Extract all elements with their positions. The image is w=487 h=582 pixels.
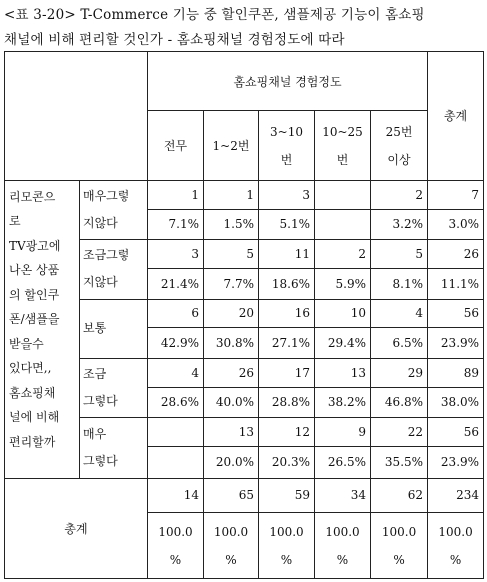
percent-cell: 1.5% (204, 209, 259, 240)
count-cell: 26 (204, 358, 259, 387)
percent-cell: 3.2% (371, 209, 428, 240)
column-header: 10~25 번 (315, 111, 371, 181)
count-cell: 12 (259, 418, 315, 447)
percent-cell: 23.9% (428, 328, 484, 359)
column-header: 25번 이상 (371, 111, 428, 181)
count-cell: 6 (148, 299, 204, 328)
column-header: 3~10 번 (259, 111, 315, 181)
percent-cell: 28.8% (259, 387, 315, 418)
percent-cell: 21.4% (148, 268, 204, 299)
count-cell: 3 (148, 240, 204, 269)
count-cell: 89 (428, 358, 484, 387)
percent-cell: 35.5% (371, 446, 428, 478)
percent-cell: 20.3% (259, 446, 315, 478)
percent-cell: 38.2% (315, 387, 371, 418)
count-cell: 16 (259, 299, 315, 328)
count-cell: 2 (371, 180, 428, 209)
count-cell: 26 (428, 240, 484, 269)
percent-cell: 23.9% (428, 446, 484, 478)
percent-cell: 42.9% (148, 328, 204, 359)
count-cell: 13 (204, 418, 259, 447)
count-cell: 5 (204, 240, 259, 269)
row-label: 조금그렇 지않다 (80, 240, 148, 299)
table-caption-line-1: <표 3-20> T-Commerce 기능 중 할인쿠폰, 샘플제공 기능이 홈쇼핑 (4, 7, 425, 23)
table-caption-line-2: 채널에 비해 편리할 것인가 - 홈쇼핑채널 경험정도에 따라 (4, 32, 345, 48)
row-label: 보통 (80, 299, 148, 358)
count-cell (148, 418, 204, 447)
question-text: 리모콘으 로 TV광고에 나온 상품 의 할인쿠 폰/샘플을 받을수 있다면,, 홈쇼핑채 널에 비해 편리할까 (5, 180, 80, 478)
percent-cell: 38.0% (428, 387, 484, 418)
percent-cell: 6.5% (371, 328, 428, 359)
total-percent-cell: 100.0 % (371, 513, 428, 579)
count-cell: 13 (315, 358, 371, 387)
percent-cell: 26.5% (315, 446, 371, 478)
percent-cell (315, 209, 371, 240)
percent-cell: 8.1% (371, 268, 428, 299)
percent-cell: 18.6% (259, 268, 315, 299)
total-percent-cell: 100.0 % (148, 513, 204, 579)
total-count-cell: 62 (371, 478, 428, 513)
column-header: 1~2번 (204, 111, 259, 181)
total-count-cell: 14 (148, 478, 204, 513)
count-cell: 17 (259, 358, 315, 387)
total-percent-cell: 100.0 % (204, 513, 259, 579)
count-cell: 1 (204, 180, 259, 209)
corner-cell (5, 52, 148, 181)
percent-cell: 3.0% (428, 209, 484, 240)
percent-cell: 46.8% (371, 387, 428, 418)
percent-cell: 27.1% (259, 328, 315, 359)
count-cell: 2 (315, 240, 371, 269)
percent-cell: 20.0% (204, 446, 259, 478)
total-count-cell: 34 (315, 478, 371, 513)
count-cell: 4 (371, 299, 428, 328)
total-count-cell: 65 (204, 478, 259, 513)
total-percent-cell: 100.0 % (259, 513, 315, 579)
count-cell: 9 (315, 418, 371, 447)
count-cell: 4 (148, 358, 204, 387)
row-label: 조금 그렇다 (80, 358, 148, 417)
row-label: 매우 그렇다 (80, 418, 148, 478)
percent-cell: 29.4% (315, 328, 371, 359)
count-cell: 22 (371, 418, 428, 447)
count-cell: 3 (259, 180, 315, 209)
percent-cell: 40.0% (204, 387, 259, 418)
column-header: 전무 (148, 111, 204, 181)
total-percent-cell: 100.0 % (428, 513, 484, 579)
percent-cell (148, 446, 204, 478)
row-label: 매우그렇 지않다 (80, 180, 148, 239)
percent-cell: 28.6% (148, 387, 204, 418)
count-cell: 11 (259, 240, 315, 269)
total-count-cell: 234 (428, 478, 484, 513)
count-cell: 5 (371, 240, 428, 269)
percent-cell: 5.9% (315, 268, 371, 299)
total-header: 총계 (428, 52, 484, 181)
percent-cell: 7.7% (204, 268, 259, 299)
total-count-cell: 59 (259, 478, 315, 513)
count-cell (315, 180, 371, 209)
group-header: 홈쇼핑채널 경험정도 (148, 52, 428, 111)
percent-cell: 7.1% (148, 209, 204, 240)
count-cell: 1 (148, 180, 204, 209)
percent-cell: 5.1% (259, 209, 315, 240)
count-cell: 10 (315, 299, 371, 328)
percent-cell: 11.1% (428, 268, 484, 299)
count-cell: 29 (371, 358, 428, 387)
count-cell: 7 (428, 180, 484, 209)
total-percent-cell: 100.0 % (315, 513, 371, 579)
count-cell: 56 (428, 418, 484, 447)
crosstab-table (4, 51, 484, 579)
total-row-label: 총계 (5, 478, 148, 578)
count-cell: 56 (428, 299, 484, 328)
percent-cell: 30.8% (204, 328, 259, 359)
count-cell: 20 (204, 299, 259, 328)
